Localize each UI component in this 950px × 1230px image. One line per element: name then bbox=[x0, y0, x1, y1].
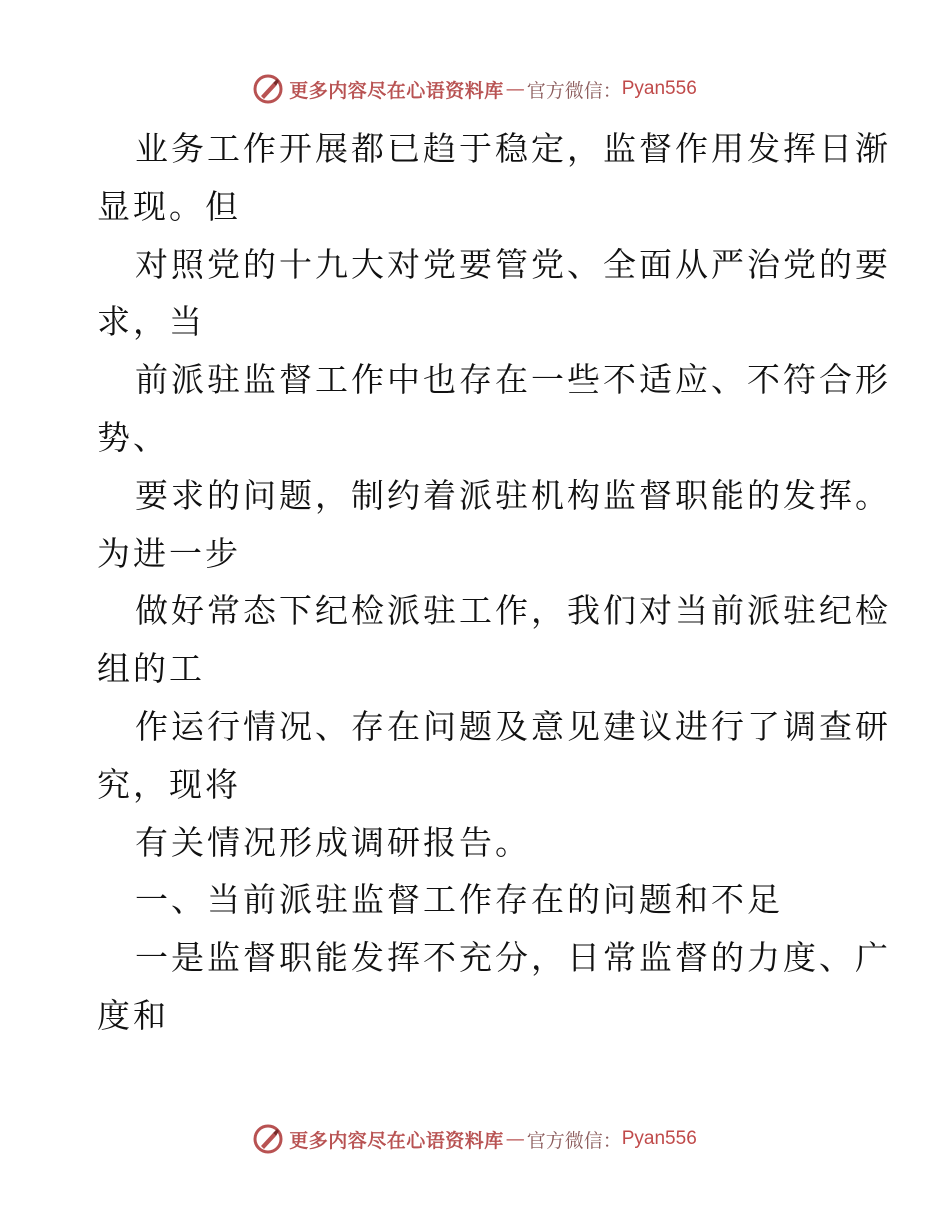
body-line: 求，当 bbox=[97, 302, 205, 342]
pen-logo-icon bbox=[253, 1124, 283, 1154]
banner-wechat-label: 官方微信： bbox=[526, 79, 622, 102]
footer-banner bbox=[0, 1122, 950, 1156]
banner-wechat-id: Pyan556 bbox=[621, 78, 697, 99]
banner-wechat-id: Pyan556 bbox=[621, 1128, 697, 1149]
body-line: 要求的问题，制约着派驻机构监督职能的发挥。 bbox=[135, 475, 891, 515]
banner-slogan: 更多内容尽在心语资料库 bbox=[289, 79, 504, 102]
body-line: 显现。但 bbox=[97, 186, 241, 226]
body-line: 究，现将 bbox=[97, 764, 241, 804]
body-line: 做好常态下纪检派驻工作，我们对当前派驻纪检 bbox=[135, 591, 891, 631]
banner-wechat-label: 官方微信： bbox=[526, 1129, 622, 1152]
body-line: 为进一步 bbox=[97, 533, 241, 573]
body-line: 对照党的十九大对党要管党、全面从严治党的要 bbox=[135, 244, 891, 284]
body-line: 一是监督职能发挥不充分，日常监督的力度、广 bbox=[135, 938, 891, 978]
banner-slogan: 更多内容尽在心语资料库 bbox=[289, 1129, 504, 1152]
body-line: 有关情况形成调研报告。 bbox=[135, 822, 531, 862]
body-line: 度和 bbox=[97, 995, 169, 1035]
document-body bbox=[97, 120, 891, 1045]
banner-dash: — bbox=[505, 78, 525, 100]
body-line: 前派驻监督工作中也存在一些不适应、不符合形 bbox=[135, 360, 891, 400]
pen-logo-icon bbox=[253, 74, 283, 104]
section-heading: 一、当前派驻监督工作存在的问题和不足 bbox=[135, 880, 783, 920]
body-line: 势、 bbox=[97, 417, 169, 457]
body-line: 作运行情况、存在问题及意见建议进行了调查研 bbox=[135, 706, 891, 746]
banner-dash: — bbox=[505, 1128, 525, 1150]
body-line: 业务工作开展都已趋于稳定，监督作用发挥日渐 bbox=[135, 129, 891, 168]
body-line: 组的工 bbox=[97, 649, 205, 689]
header-banner bbox=[0, 72, 950, 106]
